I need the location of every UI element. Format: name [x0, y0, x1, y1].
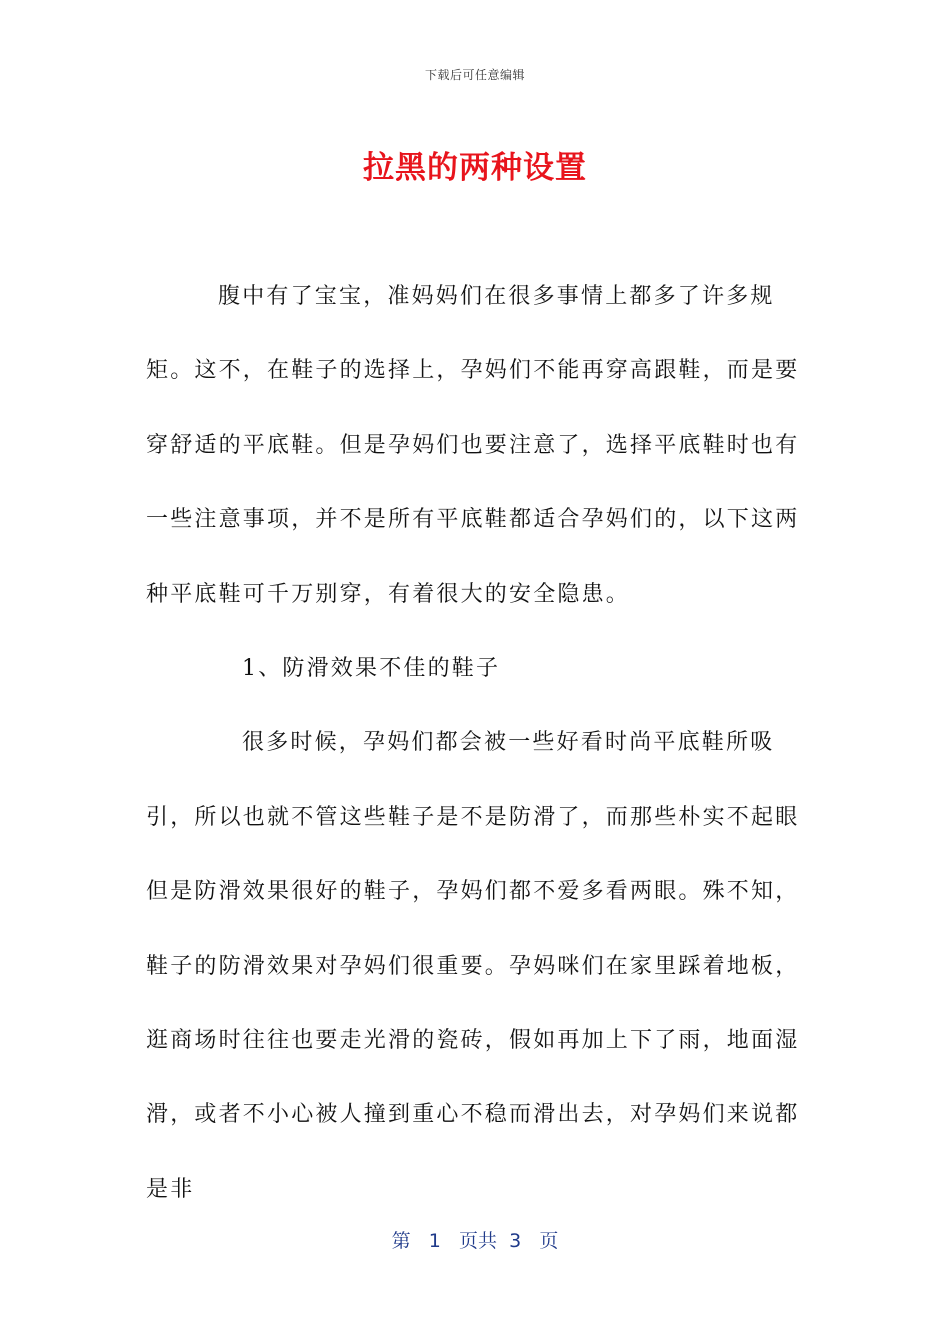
header-note: 下载后可任意编辑 — [424, 68, 525, 82]
footer-page-suffix: 页 — [539, 1230, 559, 1252]
footer-current-page: 1 — [428, 1230, 441, 1252]
document-title: 拉黑的两种设置 — [363, 150, 587, 186]
paragraph-section-1: 很多时候，孕妈们都会被一些好看时尚平底鞋所吸引，所以也就不管这些鞋子是不是防滑了，而那些朴实不起眼但是防滑效果很好的鞋子，孕妈们都不爱多看两眼。殊不知，鞋子的防滑效果对孕妈们很重要。孕妈咪们在家里踩着地板，逛商场时往往也要走光滑的瓷砖，假如再加上下了雨，地面湿滑，或者不小心被人撞到重心不稳而滑出去，对孕妈们来说都是非 — [146, 730, 800, 1202]
footer-total-pages: 3 — [509, 1230, 522, 1252]
footer-page-middle: 页共 — [459, 1230, 498, 1252]
footer-page-prefix: 第 — [391, 1230, 411, 1252]
paragraph-intro: 腹中有了宝宝，准妈妈们在很多事情上都多了许多规矩。这不，在鞋子的选择上，孕妈们不能再穿高跟鞋，而是要穿舒适的平底鞋。但是孕妈们也要注意了，选择平底鞋时也有一些注意事项，并不是所有平底鞋都适合孕妈们的，以下这两种平底鞋可千万别穿，有着很大的安全隐患。 — [146, 284, 800, 607]
page-footer — [0, 1226, 950, 1253]
document-body — [146, 260, 806, 1227]
section-heading-1: 1、防滑效果不佳的鞋子 — [242, 656, 501, 682]
